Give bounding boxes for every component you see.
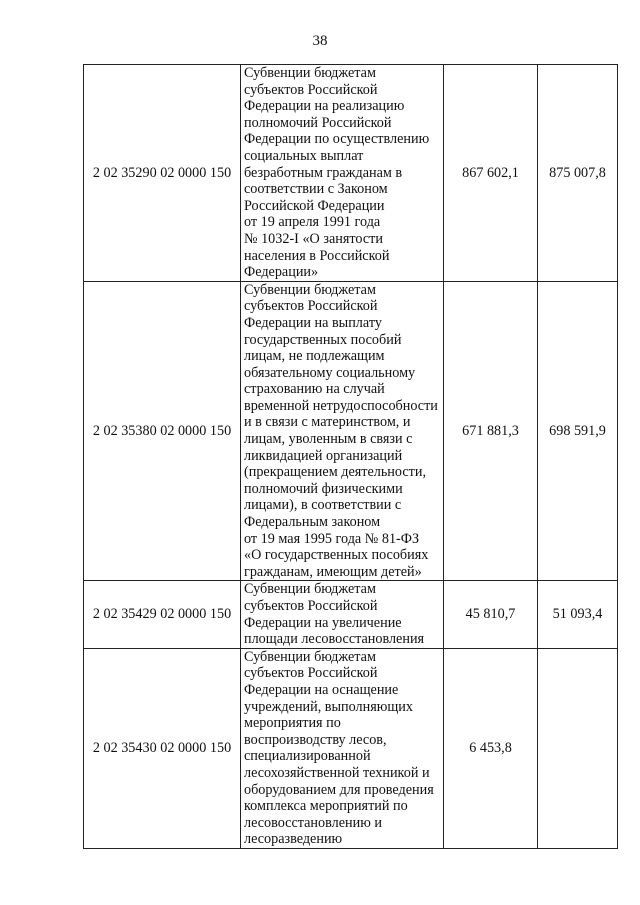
value-year-2-cell	[538, 648, 618, 848]
description-line: социальных выплат	[244, 147, 364, 164]
description-line: Федеральным законом	[244, 514, 381, 531]
description-line: комплекса мероприятий по	[244, 798, 408, 815]
description-line: полномочий физическими	[244, 480, 403, 497]
description-line: Федерации на увеличение	[244, 614, 402, 631]
budget-table	[83, 64, 618, 849]
description-cell	[241, 281, 444, 581]
description-cell	[241, 65, 444, 282]
description-line: полномочий Российской	[244, 114, 392, 131]
description-line: Федерации по осуществлению	[244, 131, 430, 148]
description-line: гражданам, имеющим детей»	[244, 563, 422, 580]
value-year-1-cell: 671 881,3	[444, 281, 538, 581]
value-year-2-cell: 875 007,8	[538, 65, 618, 282]
description-line: Субвенции бюджетам	[244, 281, 376, 298]
description-line: Субвенции бюджетам	[244, 65, 376, 81]
description-line: субъектов Российской	[244, 598, 378, 614]
description-line: обязательному социальному	[244, 364, 416, 381]
description-line: Федерации на реализацию	[244, 98, 405, 115]
table-row	[84, 281, 618, 581]
description-line: лесоразведению	[244, 831, 343, 848]
description-line: Российской Федерации	[244, 197, 385, 214]
description-line: № 1032-I «О занятости	[244, 230, 383, 247]
description-line: страхованию на случай	[244, 381, 385, 398]
description-line: специализированной	[244, 748, 371, 765]
description-line: Федерации»	[244, 264, 319, 281]
description-line: субъектов Российской	[244, 665, 378, 682]
description-line: от 19 апреля 1991 года	[244, 214, 381, 231]
description-line: государственных пособий	[244, 331, 402, 348]
description-line: лесовосстановлению и	[244, 814, 382, 831]
description-cell	[241, 648, 444, 848]
description-line: воспроизводству лесов,	[244, 731, 387, 748]
description-line: лицам, не подлежащим	[244, 348, 385, 365]
value-year-2-cell: 51 093,4	[538, 581, 618, 648]
value-year-1-cell: 6 453,8	[444, 648, 538, 848]
description-line: и в связи с материнством, и	[244, 414, 411, 431]
budget-code-cell: 2 02 35380 02 0000 150	[84, 281, 241, 581]
page-number: 38	[312, 33, 328, 49]
description-line: безработным гражданам в	[244, 164, 403, 181]
description-line: оборудованием для проведения	[244, 781, 434, 798]
table-row	[84, 65, 618, 282]
description-line: Субвенции бюджетам	[244, 581, 376, 598]
description-line: субъектов Российской	[244, 298, 378, 315]
value-year-1-cell: 867 602,1	[444, 65, 538, 282]
description-line: лицам, уволенным в связи с	[244, 431, 413, 448]
value-year-1-cell: 45 810,7	[444, 581, 538, 648]
description-line: соответствии с Законом	[244, 181, 388, 198]
description-line: населения в Российской	[244, 247, 390, 264]
budget-code-cell: 2 02 35430 02 0000 150	[84, 648, 241, 848]
description-line: лесохозяйственной техникой и	[244, 764, 430, 781]
budget-code-cell: 2 02 35290 02 0000 150	[84, 65, 241, 282]
description-line: субъектов Российской	[244, 81, 378, 98]
description-line: мероприятия по	[244, 715, 341, 732]
description-line: (прекращением деятельности,	[244, 464, 426, 481]
description-line: ликвидацией организаций	[244, 447, 403, 464]
description-line: от 19 мая 1995 года № 81-ФЗ	[244, 530, 420, 547]
description-cell	[241, 581, 444, 648]
description-line: площади лесовосстановления	[244, 631, 425, 648]
value-year-2-cell: 698 591,9	[538, 281, 618, 581]
table-row	[84, 648, 618, 848]
budget-code-cell: 2 02 35429 02 0000 150	[84, 581, 241, 648]
table-row	[84, 581, 618, 648]
description-line: Федерации на оснащение	[244, 681, 399, 698]
description-line: учреждений, выполняющих	[244, 698, 413, 715]
description-line: «О государственных пособиях	[244, 547, 429, 564]
description-line: Федерации на выплату	[244, 314, 382, 331]
description-line: временной нетрудоспособности	[244, 397, 438, 414]
description-line: Субвенции бюджетам	[244, 648, 376, 665]
description-line: лицами), в соответствии с	[244, 497, 402, 514]
